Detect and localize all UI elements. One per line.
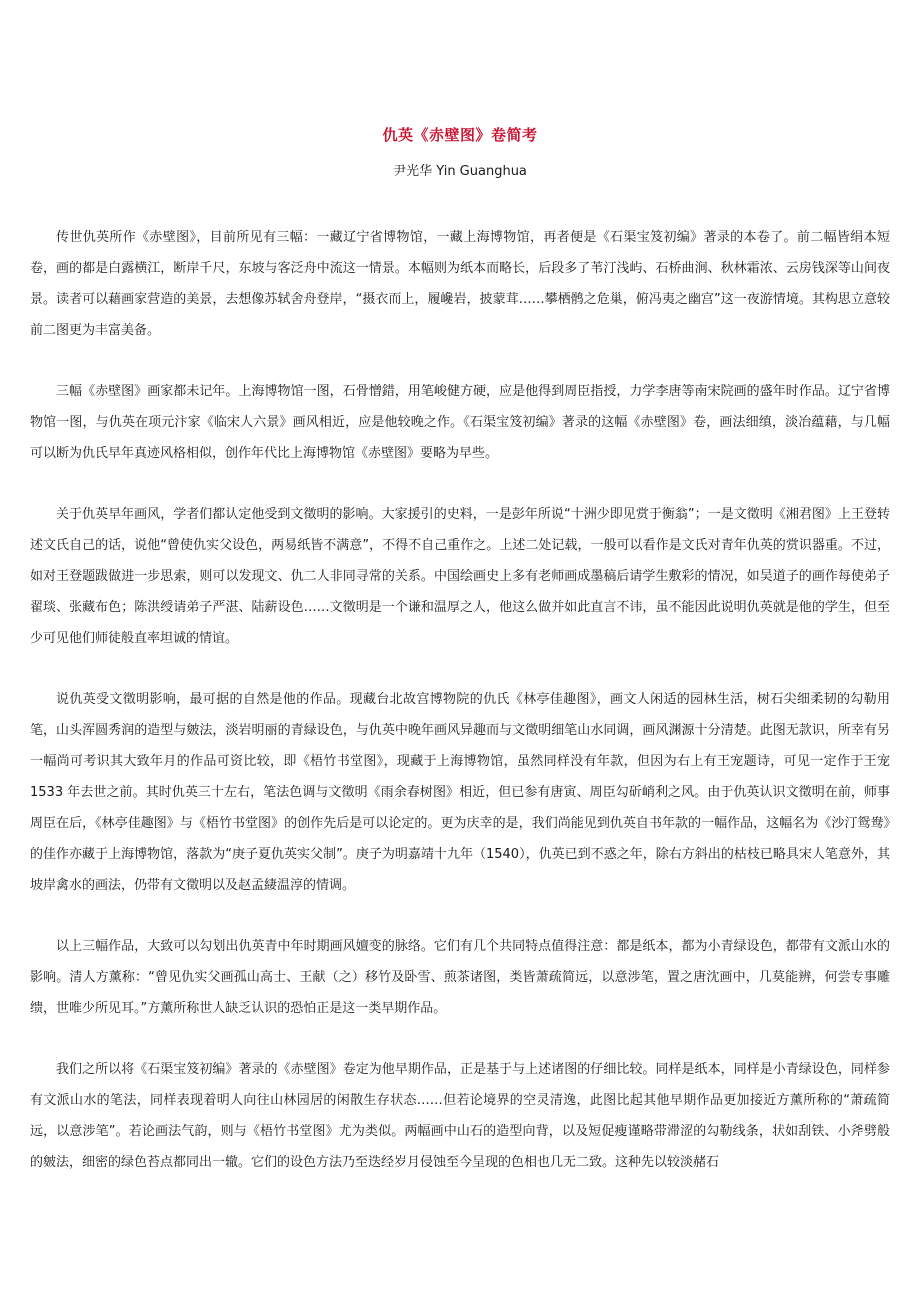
paragraph: 说仇英受文徵明影响，最可据的自然是他的作品。现藏台北故宫博物院的仇氏《林亭佳趣图》，画文人闲适的园林生活，树石尖细柔韧的勾勒用笔，山头浑圆秀润的造型与皴法，淡岩明丽的青緑设色，与仇英中晚年画风异趣而与文徵明细笔山水同调，画风渊源十分清楚。此图无款识，所幸有另一幅尚可考识其大致年月的作品可资比较，即《梧竹书堂图》，现藏于上海博物馆，虽然同样没有年款，但因为右上有王宠题诗，可见一定作于王宠 1533 年去世之前。其时仇英三十左右，笔法色调与文徵明《雨余春树图》相近，但已参有唐寅、周臣勾斫峭利之风。由于仇英认识文徵明在前，师事周臣在后，《林亭佳趣图》与《梧竹书堂图》的创作先后是可以论定的。更为庆幸的是，我们尚能见到仇英自书年款的一幅作品，这幅名为《沙汀鸳鸯》的佳作亦藏于上海博物馆，落款为“庚子夏仇英实父制”。庚子为明嘉靖十九年（1540），仇英已到不惑之年，除右方斜出的枯枝已略具宋人笔意外，其坡岸禽水的画法，仍带有文徵明以及赵孟緀温淳的情调。: [30, 692, 890, 893]
author-line: 尹光华 Yin Guanghua: [393, 164, 527, 179]
paragraph: 关于仇英早年画风，学者们都认定他受到文徵明的影响。大家援引的史料，一是彭年所说“十洲少即见赏于衡翁”；一是文徵明《湘君图》上王登转述文氏自己的话，说他“曾使仇实父设色，两易纸皆不满意”，不得不自己重作之。上述二处记载，一般可以看作是文氏对青年仇英的赏识器重。不过，如对王登题跋做进一步思索，则可以发现文、仇二人非同寻常的关系。中国绘画史上多有老师画成墨稿后请学生敷彩的情况，如吴道子的画作每使弟子翟琰、张藏布色；陈洪绶请弟子严湛、陆薪设色……文徵明是一个谦和温厚之人，他这么做并如此直言不讳，虽不能因此说明仇英就是他的学生，但至少可见他们师徒般直率坦诚的情谊。: [30, 507, 890, 646]
document-body: [30, 222, 890, 1208]
paragraph: 以上三幅作品，大致可以勾划出仇英青中年时期画风嬗变的脉络。它们有几个共同特点值得注意：都是纸本，都为小青绿设色，都带有文派山水的影响。清人方薰称：“曾见仇实父画孤山高士、王献（之）移竹及卧雪、煎茶诸图，类皆萧疏简远，以意涉笔，置之唐沈画中，几莫能辨，何尝专事雕缋，世唯少所见耳。”方薰所称世人缺乏认识的恐怕正是这一类早期作品。: [30, 939, 890, 1016]
paragraph: 三幅《赤壁图》画家都未记年。上海博物馆一图，石骨憎錯，用笔峻健方硬，应是他得到周臣指授，力学李唐等南宋院画的盛年时作品。辽宁省博物馆一图，与仇英在项元汴家《临宋人六景》画风相近，应是他较晚之作。《石渠宝笈初编》著录的这幅《赤壁图》卷，画法细缜，淡冶蕴藉，与几幅可以断为仇氏早年真迹风格相似，创作年代比上海博物馆《赤壁图》要略为早些。: [30, 384, 890, 461]
paragraph: 我们之所以将《石渠宝笈初编》著录的《赤壁图》卷定为他早期作品，正是基于与上述诸图的仔细比较。同样是纸本，同样是小青绿设色，同样参有文派山水的笔法，同样表现着明人向往山林园居的闲散生存状态……但若论境界的空灵清逸，此图比起其他早期作品更加接近方薰所称的“萧疏简远，以意涉笔”。若论画法气韵，则与《梧竹书堂图》尤为类似。两幅画中山石的造型向背，以及短促瘦谨略带滞涩的勾勒线条，状如刮铁、小斧劈般的皴法，细密的绿色苔点都同出一辙。它们的设色方法乃至迭经岁月侵蚀至今呈现的色相也几无二致。这种先以较淡赭石: [30, 1062, 890, 1170]
document-title: 仇英《赤壁图》卷简考: [382, 126, 538, 144]
paragraph: 传世仇英所作《赤壁图》，目前所见有三幅：一藏辽宁省博物馆，一藏上海博物馆，再者便是《石渠宝笈初编》著录的本卷了。前二幅皆绢本短卷，画的都是白露横江，断岸千尺，东坡与客泛舟中流这一情景。本幅则为纸本而略长，后段多了苇汀浅屿、石桥曲涧、秋林霜浓、云房钱深等山间夜景。读者可以藉画家营造的美景，去想像苏轼舍舟登岸，“摄衣而上，履巉岩，披蒙茸……攀栖鹘之危巢，俯冯夷之幽宫”这一夜游情境。其构思立意较前二图更为丰富美备。: [30, 230, 890, 338]
